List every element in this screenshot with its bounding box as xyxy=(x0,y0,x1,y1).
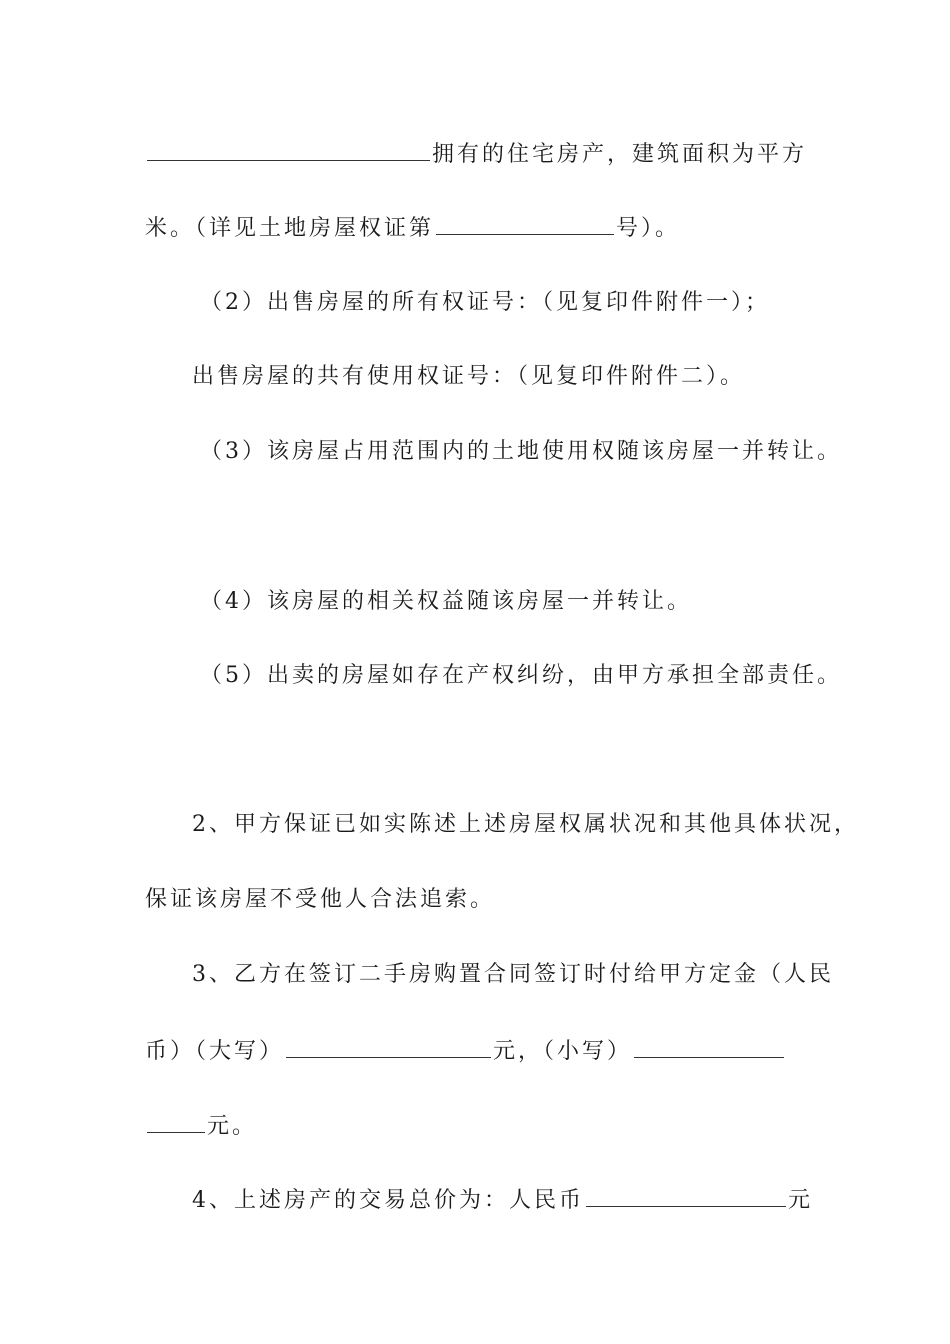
fill-blank[interactable] xyxy=(436,212,614,235)
text-span: 4、上述房产的交易总价为：人民币 xyxy=(192,1188,584,1213)
text-span: 币）（大写） xyxy=(145,1039,285,1064)
text-span: 米。（详见土地房屋权证第 xyxy=(145,216,435,241)
clause-2-line-1: 2、甲方保证已如实陈述上述房屋权属状况和其他具体状况， xyxy=(192,812,859,837)
text-span: 元 xyxy=(788,1188,814,1213)
paragraph-line xyxy=(145,1110,257,1142)
item-5: （5）出卖的房屋如存在产权纠纷，由甲方承担全部责任。 xyxy=(200,663,842,688)
paragraph-line xyxy=(145,212,680,244)
fill-blank[interactable] xyxy=(286,1035,491,1058)
fill-blank[interactable] xyxy=(634,1035,784,1058)
paragraph-line xyxy=(145,138,807,170)
item-2-continued: 出售房屋的共有使用权证号：（见复印件附件二）。 xyxy=(192,364,746,389)
clause-2-line-2: 保证该房屋不受他人合法追索。 xyxy=(145,887,496,912)
text-span: 拥有的住宅房产，建筑面积为平方 xyxy=(432,142,808,167)
paragraph-line xyxy=(192,1184,813,1216)
item-2: （2）出售房屋的所有权证号：（见复印件附件一）； xyxy=(200,290,770,315)
text-span: 元。 xyxy=(207,1114,258,1139)
paragraph-line xyxy=(145,1035,786,1067)
item-3: （3）该房屋占用范围内的土地使用权随该房屋一并转让。 xyxy=(200,439,842,464)
fill-blank[interactable] xyxy=(147,138,430,161)
fill-blank[interactable] xyxy=(586,1184,786,1207)
item-4: （4）该房屋的相关权益随该房屋一并转让。 xyxy=(200,589,692,614)
text-span: 号）。 xyxy=(616,216,681,241)
text-span: 元，（小写） xyxy=(493,1039,633,1064)
fill-blank[interactable] xyxy=(147,1110,205,1133)
clause-3-line-1: 3、乙方在签订二手房购置合同签订时付给甲方定金（人民 xyxy=(192,962,834,987)
